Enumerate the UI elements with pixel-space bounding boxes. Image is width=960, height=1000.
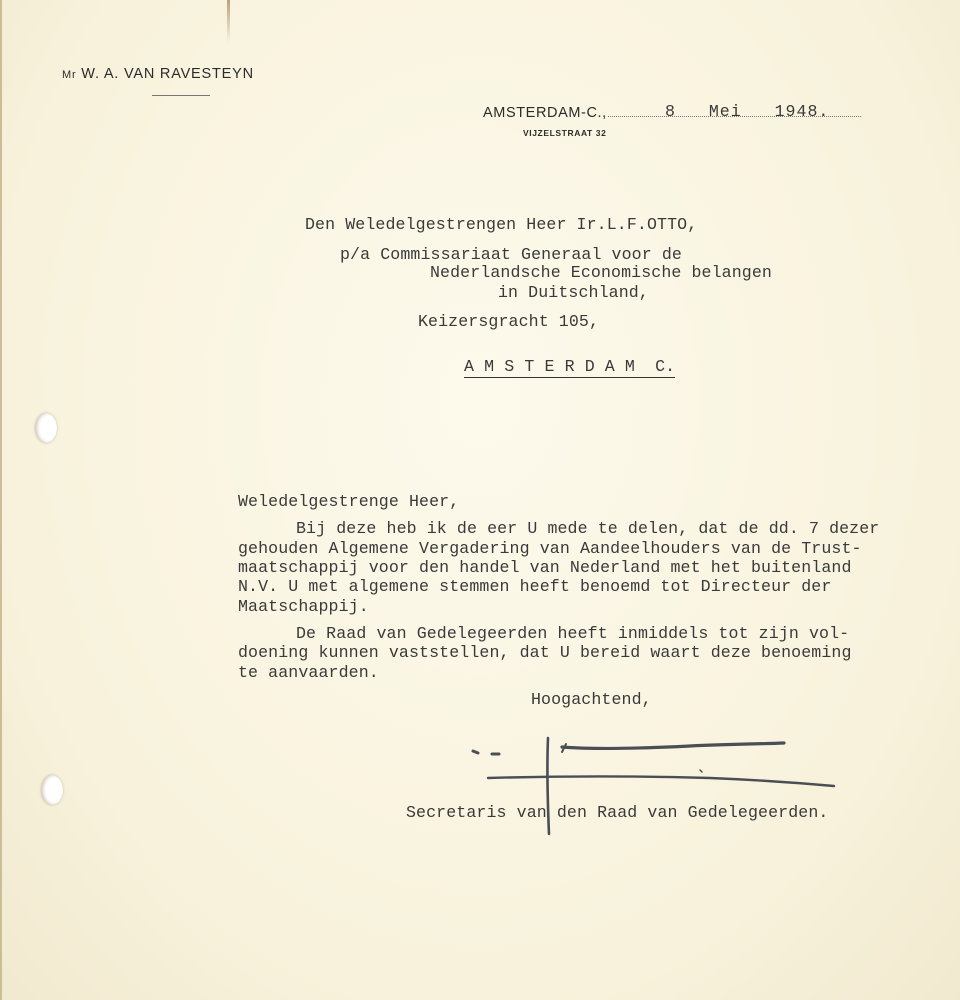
body-paragraph-2-line-1: De Raad van Gedelegeerden heeft inmiddels tot zijn vol- <box>296 624 850 643</box>
punch-hole-lower <box>41 775 63 805</box>
address-line-4: in Duitschland, <box>498 283 649 302</box>
body-paragraph-1-line-5: Maatschappij. <box>238 597 369 616</box>
address-line-2: p/a Commissariaat Generaal voor de <box>340 245 682 264</box>
address-line-1: Den Weledelgestrengen Heer Ir.L.F.OTTO, <box>305 215 698 234</box>
letterhead-rule <box>152 95 210 96</box>
paper-mark <box>227 0 230 42</box>
letterhead-city: AMSTERDAM-C., <box>483 105 607 121</box>
body-paragraph-2-line-2: doening kunnen vaststellen, dat U bereid waart deze benoeming <box>238 643 852 662</box>
letterhead-name-text: W. A. VAN RAVESTEYN <box>81 66 254 82</box>
body-paragraph-1-line-3: maatschappij voor den handel van Nederland met het buitenland <box>238 558 852 577</box>
letter-date <box>665 102 829 121</box>
signatory-title: Secretaris van den Raad van Gedelegeerden. <box>406 803 829 822</box>
body-paragraph-1-line-2: gehouden Algemene Vergadering van Aandeelhouders van de Trust- <box>238 539 862 558</box>
page-edge <box>0 0 2 1000</box>
letterhead-street: VIJZELSTRAAT 32 <box>523 128 607 138</box>
date-year: 1948. <box>774 102 830 121</box>
body-paragraph-1-line-1: Bij deze heb ik de eer U mede te delen, dat de dd. 7 dezer <box>296 519 880 538</box>
letterhead-name-prefix: Mr <box>62 69 77 81</box>
address-line-5: Keizersgracht 105, <box>418 312 600 331</box>
body-paragraph-1-line-4: N.V. U met algemene stemmen heeft benoemd tot Directeur der <box>238 577 832 596</box>
date-day: 8 <box>665 102 676 121</box>
destination-text: A M S T E R D A M C. <box>464 357 676 376</box>
salutation: Weledelgestrenge Heer, <box>238 492 460 511</box>
punch-hole-upper <box>35 413 57 443</box>
address-line-3: Nederlandsche Economische belangen <box>430 263 772 282</box>
address-destination <box>464 357 675 376</box>
date-month: Mei <box>708 102 742 121</box>
handwritten-signature <box>470 732 850 842</box>
letterhead-name <box>62 66 254 82</box>
closing: Hoogachtend, <box>531 690 652 709</box>
body-paragraph-2-line-3: te aanvaarden. <box>238 663 379 682</box>
